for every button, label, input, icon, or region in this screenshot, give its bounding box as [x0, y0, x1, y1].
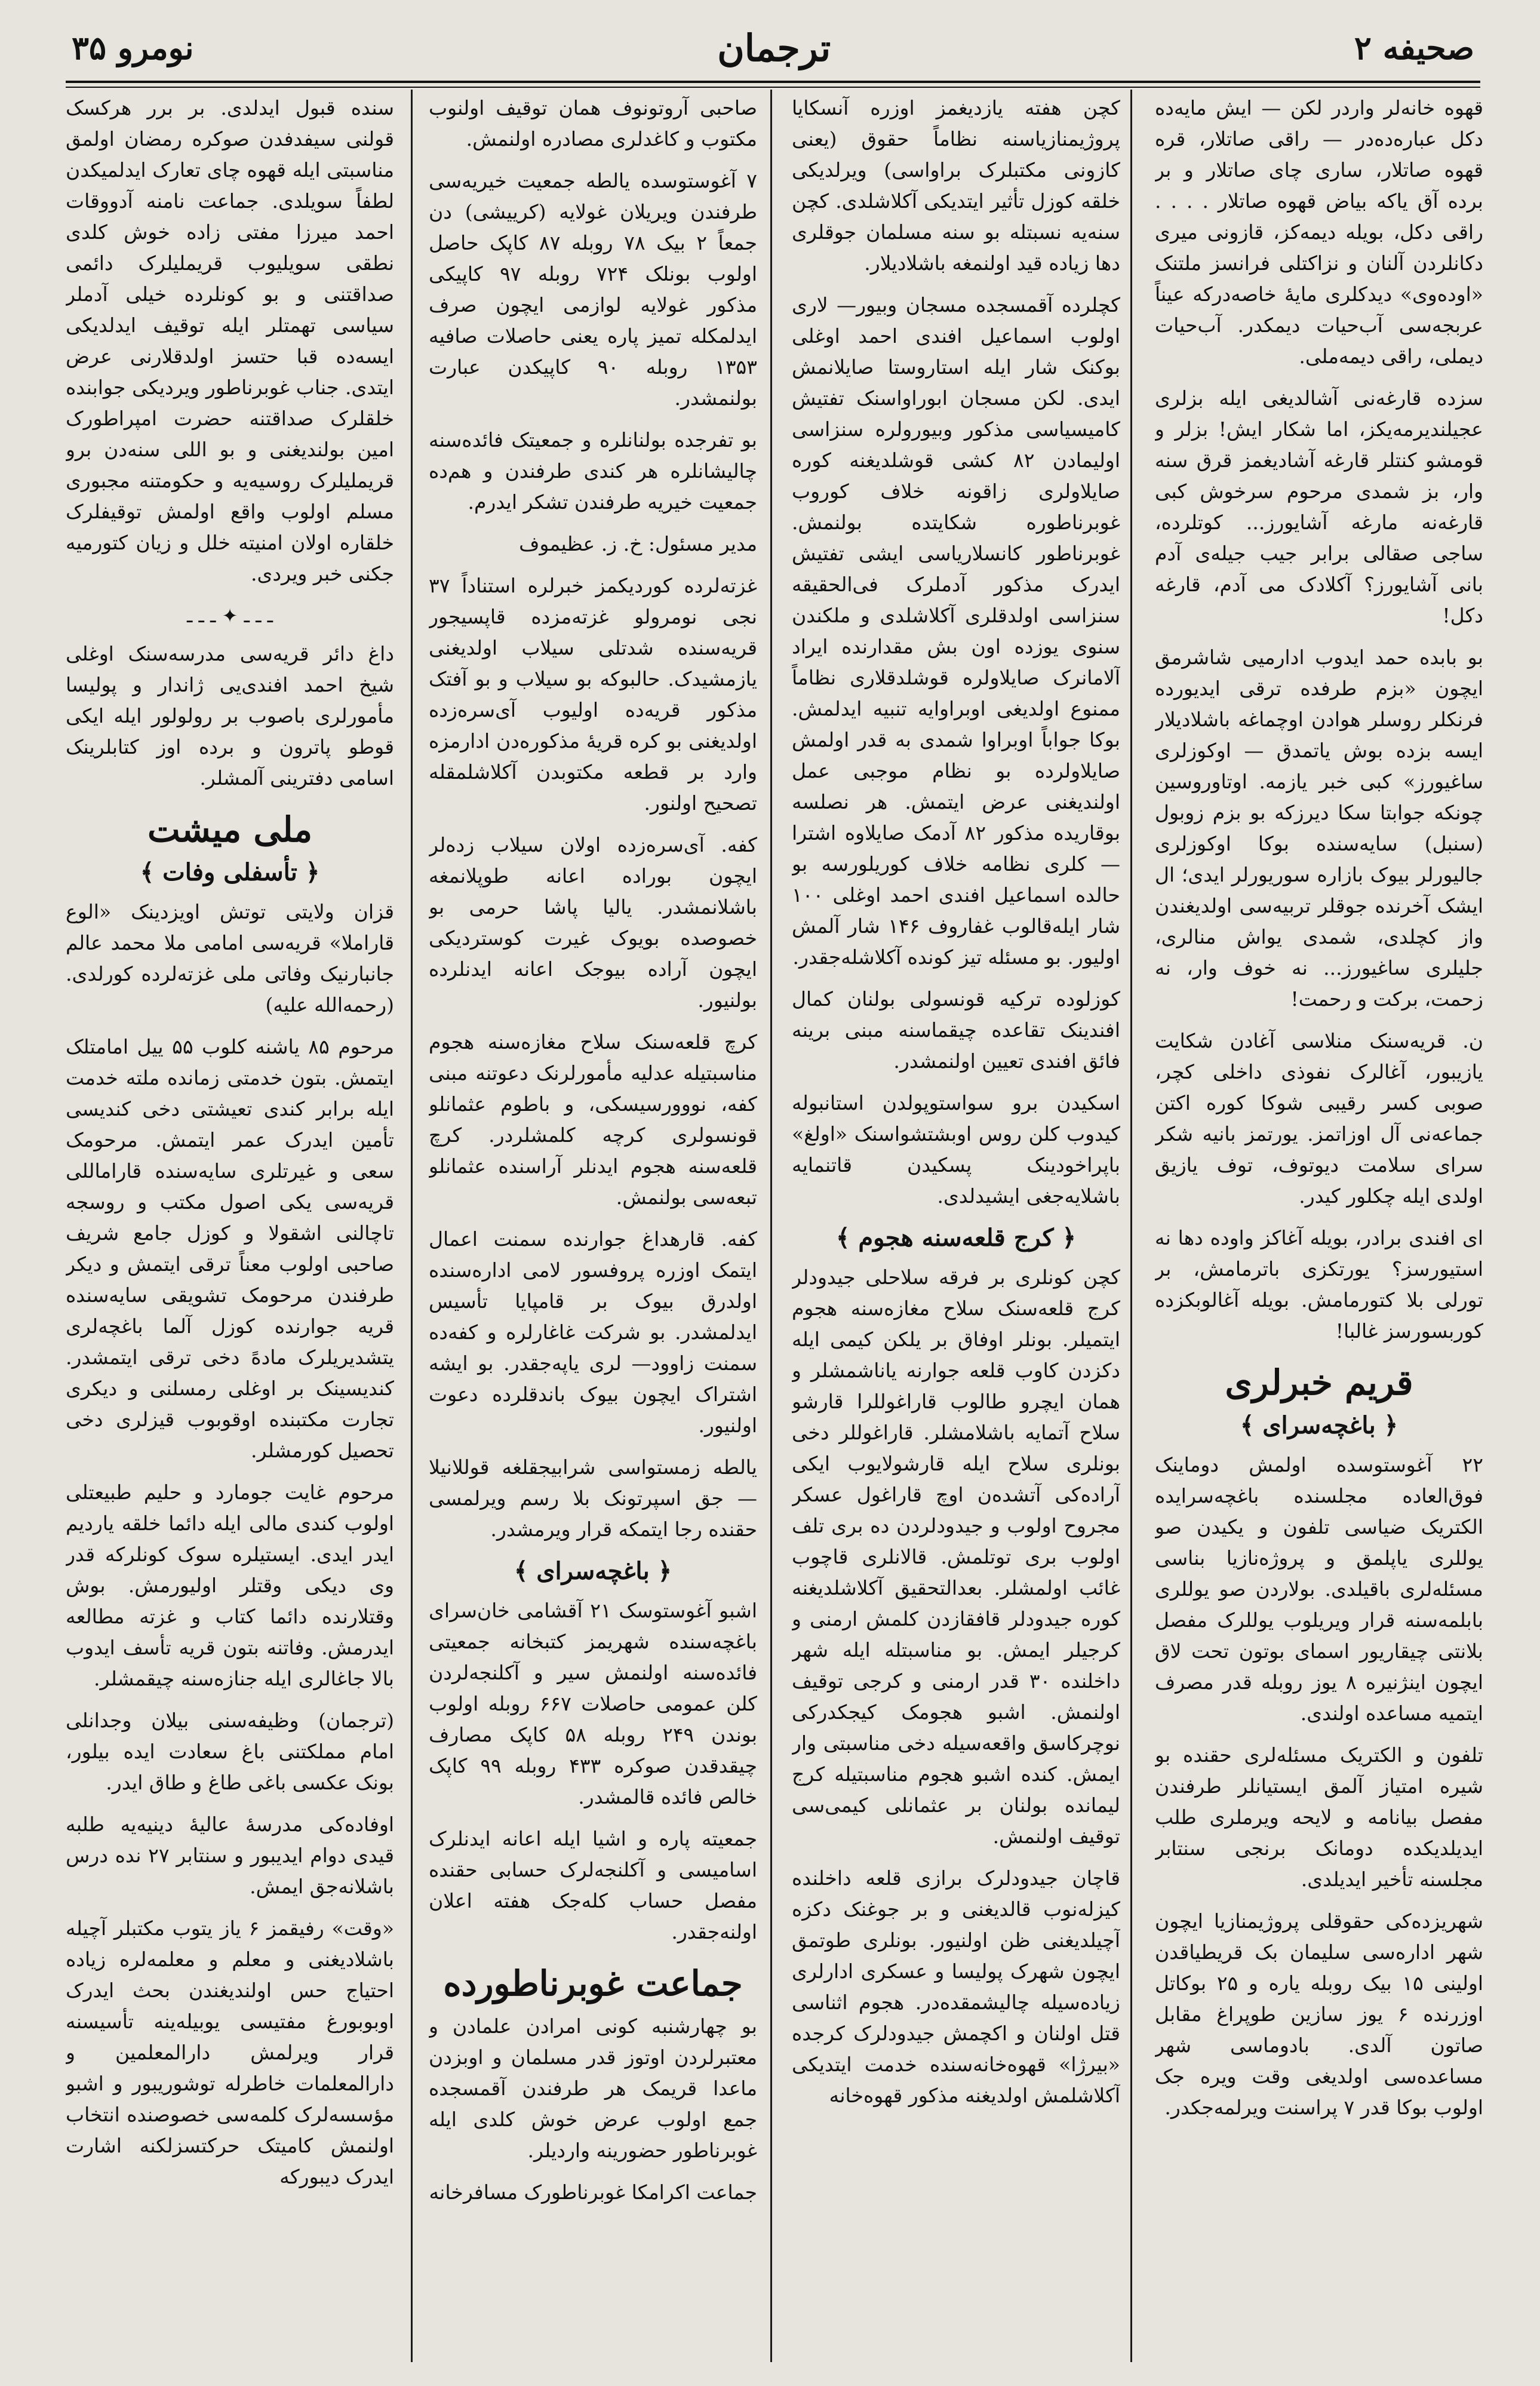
article-paragraph: کچن هفته یازدیغمز اوزره آنسکایا پروژیمنازیاسنه نظاماً حقوق (یعنی کازونی مکتبلرک براواسی) ویرلدیکی خلقه کوزل تأثیر ایتدیکی آکلاشلدی. کچن سنه‌یه نسبتله بو سنه مسلمان جوقلری دها زیاده قید اولنمغه باشلادیلار.	[792, 96, 1120, 275]
subsection-heading: ﴿ کرج قلعه‌سنه هجوم ﴾	[836, 1224, 1076, 1252]
page-number-label: صحیفه ۲	[1354, 29, 1474, 67]
article-paragraph: صاحبی آروتونوف همان توقیف اولنوب مکتوب و کاغدلری مصادره اولنمش.	[429, 96, 757, 151]
article-paragraph: کچلرده آقمسجده مسجان وبیور— لاری اولوب اسماعیل افندی احمد اوغلی بوکنک شار ایله استاروستا صایلانمش ایدی. لکن مسجان ابوراواسنک تفتیش کامیسیاسی مذکور وبیورولره سنزاسی اولیمادن ۸۲ کشی قوشلدیغنه کوره صایلاولری زاقونه خلاف کوروب غوبرناطوره شکایتده بولنمش. غوبرناطور کانسلاریاسی ایشی تفتیش ایدرک مذکور آدملرک فی‌الحقیقه سنزاسی اولدقلری آکلاشلدی و ملکندن سنوی یوزده اون بش مقدارنده ایراد آلامانرک صایلاولره قوشلدقلاری نظاماً ممنوع اولدیغی اوبراوایه تنبیه ایدلمش. بوکا جواباً اوبراوا شمدی به قدر اولمش صایلاولرده بو نظام موجبی عمل اولندیغنی عرض ایتمش. هر نصلسه بوقاریده مذکور ۸۲ آدمک صایلاوه اشترا— کلری نظامه خلاف کوریلورسه بو حالده اسماعیل افندی احمد اوغلی ۱۰۰ شار ایله‌قالوب غفاروف ۱۴۶ شار آلمش اولیور. بو مسئله تیز کونده آکلاشله‌جقدر.	[792, 293, 1120, 969]
article-paragraph: اشبو آغوستوسک ۲۱ آقشامی خان‌سرای باغچه‌سنده شهریمز کتبخانه جمعیتی فائده‌سنه اولنمش سیر و آکلنجه‌لردن کلن عمومی حاصلات ۶۶۷ روبله اولوب بوندن ۲۴۹ روبله ۵۸ کاپک مصارف چیقدقدن صوکره ۴۳۳ روبله ۹۹ کاپک خالص فائده قالمشدر.	[429, 1599, 757, 1808]
column-4	[66, 93, 394, 2350]
article-paragraph: سنده قبول ایدلدی. بر برر هرکسک قولنی سیفدفدن صوکره رمضان اولمق مناسبتی ایله قهوه چای تعارک ایدلمیکدن لطفاً سویلدی. جماعت نامنه آدووقات احمد میرزا مفتی زاده خوش کلدی نطقی سویلیوب قریملیلرک دائمی صداقتنی و بو کونلرده خیلی آدملر سیاسی تهمتلر ایله توقیف ایدلدیکی ایسه‌ده قبا حتسز اولدقلارنی عرض ایتدی. جناب غوبرناطور ویردیکی جوابنده خلقلرک صداقتنه حضرت امپراطورک امین بولندیغنی و بو اللی سنه‌دن برو قریملیلرک روسیه‌یه و حکومتنه مجبوری مسلم اولوب واقع اولمش توقیفلرک خلقاره اولان امنیته خلل و زیان کتورمیه جکنی خبر ویردی.	[66, 96, 394, 585]
article-paragraph: (ترجمان) وظیفه‌سنی بیلان وجدانلی امام مملکتنی باغ سعادت ایده بیلور، بونک عکسی باغی طاغ و طاق ایدر.	[66, 1709, 394, 1794]
editor-signature: مدیر مسئول: خ. ز. عظیموف	[519, 532, 757, 555]
article-paragraph: جمعیته پاره و اشیا ایله اعانه ایدنلرک اسامیسی و آکلنجه‌لرک حسابی حقنده مفصل حساب کله‌جک هفته اعلان اولنه‌جقدر.	[429, 1827, 757, 1943]
article-paragraph: یالطه زمستواسی شرابیجقلغه قوللانیلا— جق اسپرتونک بلا رسم ویرلمسی حقنده رجا ایتمکه قرار ویرمشدر.	[429, 1455, 757, 1541]
article-paragraph: مرحوم ۸۵ یاشنه کلوب ۵۵ ییل امامتلک ایتمش. بتون خدمتی زمانده ملته خدمت ایله برابر کندی تعیشتی دخی کندیسی تأمین ایدرک عمر ایتمش. مرحومک سعی و غیرتلری سایه‌سنده قاراماللی قریه‌سی یکی اصول مکتب و روسجه تاچالنی اشقولا و کوزل جامع شریف صاحبی اولوب معناً ترقی ایتمش و دیکر طرفندن مرحومک تشویقی سایه‌سنده قریه جوارنده کوزل آلما باغچه‌لری یتشدیریلرک مادهً دخی ترقی ایتمشدر. کندیسینک بر اوغلی رمسلنی و دیکری تجارت مکتبنده اوقوبوب قیزلری دخی تحصیل کورمشلر.	[66, 1035, 394, 1462]
article-paragraph: جماعت اکرامکا غوبرناطورک مسافرخانه	[429, 2181, 757, 2204]
subsection-heading: ﴿ باغچه‌سرای ﴾	[1240, 1411, 1398, 1439]
issue-number-label: نومرو ۳۵	[72, 29, 194, 67]
article-paragraph: قاچان جیدودلرک برازی قلعه داخلنده کیزله‌نوب قالدیغنی و بر جوغنک دکزه آچیلدیغنی ظن اولنیور. بونلری طوتمق ایچون شهرک پولیسا و عسکری ادارلری زیاده‌سیله چالیشمقده‌در. هجوم اثناسی قتل اولنان و اکچمش جیدودلرک کرجده «بیرژا» قهوه‌خانه‌سنده خدمت ایتدیکی آکلاشلمش اولدیغنه مذکور قهوه‌خانه	[792, 1866, 1120, 2107]
article-paragraph: شهریزده‌کی حقوقلی پروژیمنازیا ایچون شهر اداره‌سی سلیمان بک قریطیاقدن اولینی ۱۵ بیک روبله یاره و ۲۵ بوکاتل اوزرنده ۶ یوز سازین طوپراغ مقابل صاتون آلدی. بادوماسی شهر مساعده‌سی اولدیغی وقت ویره جک اولوب بوکا قدر ۷ پراسنت ویرلمه‌جکدر.	[1155, 1909, 1483, 2119]
subsection-heading: ﴿ باغچه‌سرای ﴾	[514, 1557, 672, 1585]
article-paragraph: اسکیدن برو سواستوپولدن استانبوله کیدوب کلن روس اوبشتشواسنک «اولغ» باپراخودینک پسکیدن قاتنمایه باشلایه‌جغی ایشیدلدی.	[792, 1091, 1120, 1208]
article-paragraph: بو چهارشنبه کونی امرادن علمادن و معتبرلردن اوتوز قدر مسلمان و اوبزدن ماعدا قریمک هر طرفندن آقمسجده جمع اولوب عرض خوش کلدی ایله غوبرناطور حضورینه واردیلر.	[429, 2015, 757, 2162]
page-header	[72, 18, 1474, 78]
article-columns	[66, 93, 1483, 2350]
article-paragraph: کرچ قلعه‌سنک سلاح مغازه‌سنه هجوم مناسبتیله عدلیه مأمورلرنک دعوتنه مبنی کفه، نووورسیسکی، و باطوم عثمانلو قونسولری کرچه کلمشلردر. کرچ قلعه‌سنه هجوم ایدنلر آراسنده عثمانلو تبعه‌سی بولنمش.	[429, 1030, 757, 1209]
article-paragraph: غزته‌لرده کوردیکمز خبرلره استناداً ۳۷ نجی نومرولو غزته‌مزده قاپسیجور قریه‌سنده شدتلی سیلاب اولدیغنی یازمشیدک. حالبوکه بو سیلاب و بو آفتک مذکور قریه‌ده اولیوب آی‌سره‌زده اولدیغنی بو کره قریهٔ مذکوره‌دن ادارمزه وارد بر قطعه مکتوبدن آکلاشلمقله تصحیح اولنور.	[429, 574, 757, 815]
section-heading: ملی میشت	[147, 809, 313, 850]
article-paragraph: کفه. آی‌سره‌زده اولان سیلاب زده‌لر ایچون بوراده اعانه طوپلانمغه باشلانمشدر. یالیا پاشا حرمی بو خصوصده بویوک غیرت کوستردیکی ایچون آراده بیوجک اعانه ایدنلرده بولنیور.	[429, 833, 757, 1012]
article-paragraph: مرحوم غایت جومارد و حلیم طبیعتلی اولوب کندی مالی ایله دائما خلقه یاردیم ایدر ایدی. ایستیلره سوک کونلرکه قدر وی دیکی وقتلر اولیورمش. بوش وقتلارنده دائما کتاب و غزته مطالعه ایدرمش. وفاتنه بتون قریه تأسف ایدوب بالا جاغالری ایله جنازه‌سنه چیقمشلر.	[66, 1481, 394, 1690]
subsection-heading: ﴿ تأسفلی وفات ﴾	[140, 858, 320, 886]
article-paragraph: بو تفرجده بولنانلره و جمعیتک فائده‌سنه چالیشانلره هر کندی طرفندن و هم‌ده جمعیت خیریه طرفندن تشکر ایدرم.	[429, 428, 757, 514]
article-paragraph: ۲۲ آغوستوسده اولمش دوماینک فوق‌العاده مجلسنده باغچه‌سرایده الکتریک ضیاسی تلفون و یکیدن صو یوللری یاپلمق و پروژه‌نازیا بناسی مسئله‌لری باقیلدی. بولاردن صو یوللری بابلمه‌سنه قرار ویریلوب یوللرک مفصل بلانتی چیقاریور اسمای بوتون تحت لاق ایچون اینژنیره ۸ یوز روبله قدر مصرف ایتمیه مساعده اولندی.	[1155, 1453, 1483, 1725]
header-rule	[66, 81, 1480, 88]
article-paragraph: داغ دائر قریه‌سی مدرسه‌سنک اوغلی شیخ احمد افندی‌یی ژاندار و پولیسا مأمورلری باصوب بر رولولور ایله ایکی قوطو پاترون و برده اوز کتابلرینک اسامی دفترینی آلمشلر.	[66, 642, 394, 790]
article-paragraph: ن. قریه‌سنک منلاسی آغادن شکایت یازیبور، آغالرک نفوذی داخلی کچر، صوبی کسر رقیبی شوکا کوره اکتن جماعه‌نی آل اوزاتمز. یورتمز بانیه شکر سرای سلامت دیوتوف، توف یازیق اولدی ایله چکلور کیدر.	[1155, 1029, 1483, 1208]
article-paragraph: کوزلوده ترکیه قونسولی بولنان کمال افندینک تقاعده چیقماسنه مبنی برینه فائق افندی تعیین اولنمشدر.	[792, 987, 1120, 1073]
article-paragraph: «وقت» رفیقمز ۶ یاز یتوب مکتبلر آچیله باشلادیغنی و معلم و معلمه‌لره زیاده احتیاج حس اولندیغندن بحث ایدرک اوبوبورغ مفتیسی یوبیله‌ینه تأسیسنه قرار ویرلمش دارالمعلمین و دارالمعلمات خاطرله توشوریبور و اشبو مؤسسه‌لرک کلمه‌سی خصوصنده انتخاب اولنمش کامیتک حرکتسزلکنه اشارت ایدرک دیبورکه	[66, 1917, 394, 2188]
article-paragraph: تلفون و الکتریک مسئله‌لری حقنده بو شیره امتیاز آلمق ایستیانلر طرفندن مفصل بیانامه و لایحه ویرملری طلب ایدیلدیکده دومانک برنجی سنتابر مجلسنه تأخیر ایدیلدی.	[1155, 1743, 1483, 1891]
section-heading: جماعت غوبرناطورده	[443, 1963, 743, 2004]
ornament-divider: ـ ـ ـ ✦ ـ ـ ـ	[186, 604, 273, 627]
article-paragraph: قهوه خانه‌لر واردر لکن — ایش مایه‌ده دکل عباره‌ده‌در — راقی صاتلار، قره قهوه صاتلار، ساری چای صاتلار و بر برده آق یاکه بیاض قهوه صاتلار . . . . راقی دکل، بویله دیمه‌کز، قازونی میری دکانلردن آلنان و نزاکتلی فرانسز ملتنک «اوده‌وی» دیدکلری مایهٔ خاصه‌درکه عیناً عربجه‌سی آب‌حیات دیمکدر. آب‌حیات دیملی، راقی دیمه‌ملی.	[1155, 96, 1483, 368]
article-paragraph: اوفاده‌کی مدرسهٔ عالیهٔ دینیه‌یه طلبه قیدی دوام ایدیبور و سنتابر ۲۷ نده درس باشلانه‌جق ایمش.	[66, 1813, 394, 1898]
column-3	[429, 93, 757, 2350]
article-paragraph: قزان ولایتی توتش اویزدینک «الوع قاراملا» قریه‌سی امامی ملا محمد عالم جانبارنیک وفاتی ملی غزته‌لرده کورلدی. (رحمه‌الله علیه)	[66, 900, 394, 1017]
masthead-title: ترجمان	[717, 26, 831, 70]
article-paragraph: بو بابده حمد ایدوب ادارمیی شاشرمق ایچون «بزم طرفده ترقی ایدیورده فرنکلر روسلر هوادن اوچماغه باشلادیلار ایسه بزده بوش یاتمدق — اوکوزلری ساغیورز» کبی خبر یازمه. اوتاوروسین چونکه جوابتا سکا دیرزکه بو بزم زوبول (سنبل) سایه‌سنده بوکا اوکوزلری جالیورلر بیوک بازاره سوریورلر ایدی؛ ال ایشک آخرنده جوقلر تربیه‌سی اولدیغندن واز کچلدی، شمدی یواش منالری، جلیلری ساغیورز... نه خوف وار، نه زحمت، برکت و رحمت!	[1155, 646, 1483, 1011]
article-paragraph: ای افندی برادر، بویله آغاکز واوده دها نه استیورسز؟ یورتکزی باترمامش، بر تورلی بلا کتورمامش. بویله آغالوبکزده کوربسورسز غالبا!	[1155, 1226, 1483, 1343]
section-heading: قریم خبرلری	[1225, 1362, 1413, 1403]
article-paragraph: کچن کونلری بر فرقه سلاحلی جیدودلر کرج قلعه‌سنک سلاح مغازه‌سنه هجوم ایتمیلر. بونلر اوفاق بر یلکن کیمی ایله دکزدن کاوب قلعه جوارنه یاناشمشلر و همان ایچرو طالوب قاراغوللرا قارشو سلاح آتمایه باشلامشلر. قاراغوللر دخی بونلری سلاح ایله قارشولایوب ایکی آراده‌کی آتشده‌ن اوچ قاراغول عسکر مجروح اولوب و جیدودلردن ده بری تلف اولوب بری توتلمش. قالانلری قاچوب غائب اولمشلر. بعدالتحقیق آکلاشلدیغنه کوره جیدودلر قافقازدن کلمش ارمنی و کرجیلر ایمش. بو مناسبتله ایله شهر داخلنده ۳۰ قدر ارمنی و کرجی توقیف اولنمش. اشبو هجومک کیجکدرکی نوچرکاسق واقعه‌سیله دخی مناسبتی وار ایمش. کنده اشبو هجوم مناسبتیله کرج لیمانده بولنان بر عثمانلی کیمی‌سی توقیف اولنمش.	[792, 1266, 1120, 1848]
article-paragraph: سزده قارغه‌نی آشالدیغی ایله بزلری عجیلندیرمه‌یکز، اما شکار ایش! بزلر و قومشو کنتلر قارغه آشادیغمز قرق سنه وار، بز شمدی مرحوم سرخوش کبی قارغه‌نه مارغه آشایورز... کوتلرده، ساجی صقالی برابر جیب جیله‌ی آدم بانی آشایورز؟ آکلادک می آدم، قارغه دکل!	[1155, 386, 1483, 627]
column-2	[792, 93, 1120, 2350]
column-1	[1155, 93, 1483, 2350]
article-paragraph: کفه. قارهداغ جوارنده سمنت اعمال ایتمک اوزره پروفسور لامی اداره‌سنده اولدرق بیوک بر قامپایا تأسیس ایدلمشدر. بو شرکت غاغارلره و کفه‌ده سمنت زاوود— لری یاپه‌جقدر. بو ایشه اشتراک ایچون بیوک باندقلرده دعوت اولنیور.	[429, 1227, 757, 1437]
article-paragraph: ۷ آغوستوسده یالطه جمعیت خیریه‌سی طرفندن ویریلان غولایه (کرییشی) دن جمعاً ۲ بیک ۷۸ روبله ۸۷ کاپک حاصل اولوب بونلک ۷۲۴ روبله ۹۷ کاپیکی مذکور غولایه لوازمی ایچون صرف ایدلمکله تمیز پاره یعنی حاصلات صافیه ۱۳۵۳ روبله ۹۰ کاپیکدن عبارت بولنمشدر.	[429, 169, 757, 410]
